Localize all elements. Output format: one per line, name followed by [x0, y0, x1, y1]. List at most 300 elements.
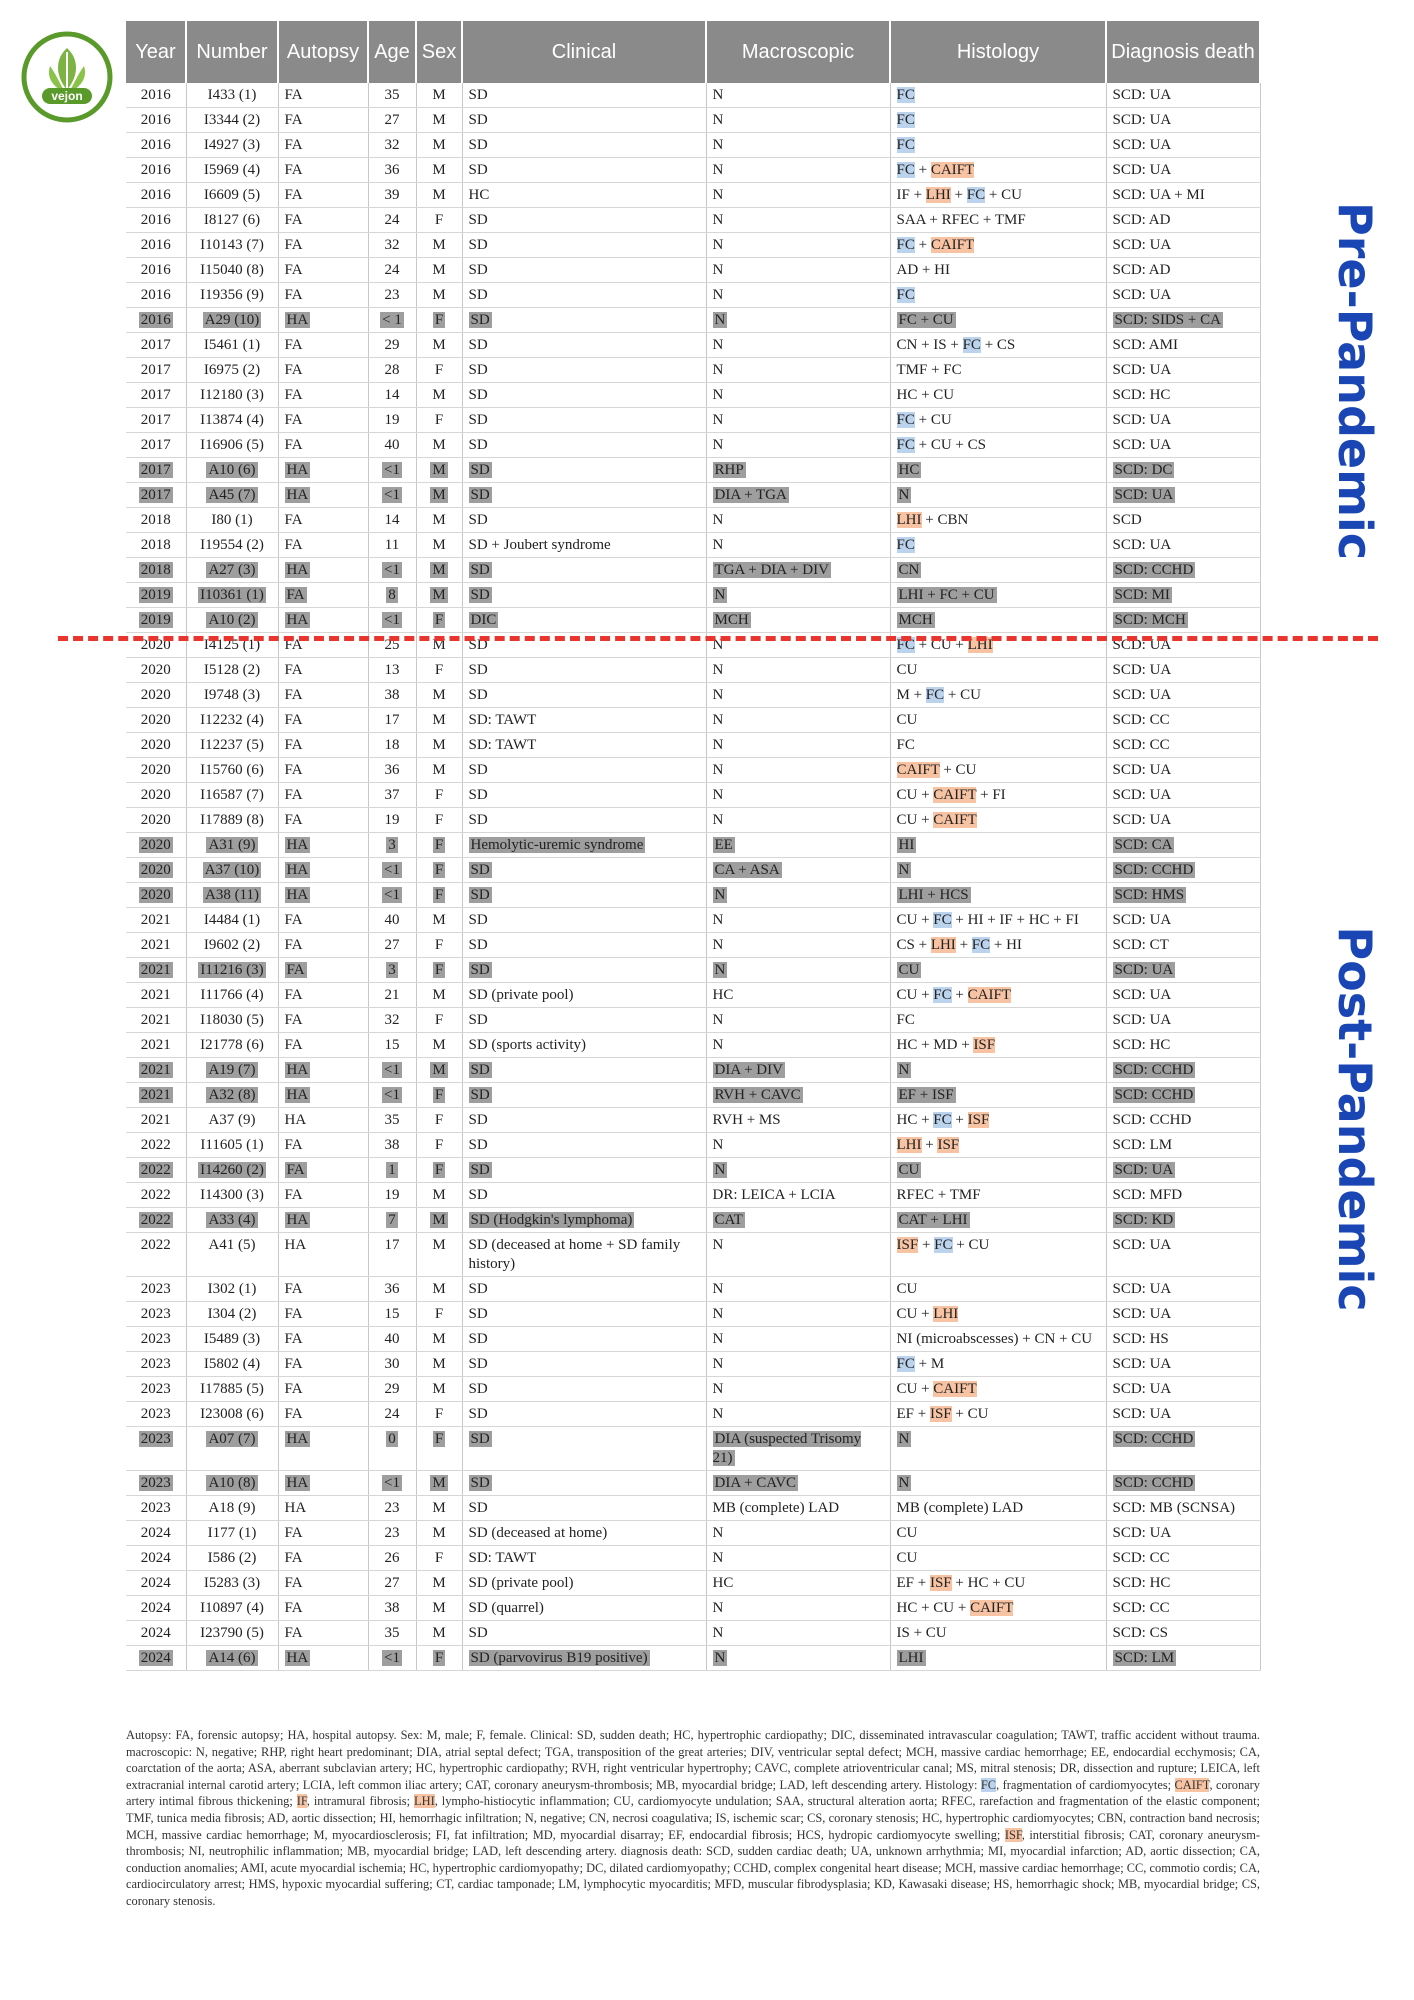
cell-sex: M: [416, 1377, 462, 1402]
cell-age: [368, 1471, 416, 1496]
cell-sex: [416, 833, 462, 858]
cell-autopsy: HA: [278, 1496, 368, 1521]
cell-sex: [416, 858, 462, 883]
blue-highlight: FC: [933, 1112, 952, 1128]
cell-histology: ISF + FC + CU: [890, 1233, 1106, 1277]
cell-sex: M: [416, 433, 462, 458]
cell-macroscopic: N: [706, 933, 890, 958]
cell-histology: EF + ISF + CU: [890, 1402, 1106, 1427]
cell-clinical: SD: [462, 333, 706, 358]
grey-highlight: HA: [286, 862, 309, 878]
cell-autopsy: FA: [278, 1277, 368, 1302]
orange-highlight: LHI: [896, 1137, 922, 1153]
cell-histology: M + FC + CU: [890, 683, 1106, 708]
pre-pandemic-label: Pre-Pandemic: [1328, 202, 1382, 561]
cell-age: 14: [368, 383, 416, 408]
cell-number: [186, 1208, 278, 1233]
table-row: [126, 158, 1260, 183]
cell-age: 36: [368, 158, 416, 183]
cell-year: [126, 558, 186, 583]
cell-histology: [890, 133, 1106, 158]
cell-autopsy: [278, 883, 368, 908]
cell-diagnosis: [1106, 483, 1260, 508]
cell-autopsy: [278, 1208, 368, 1233]
grey-highlight: N: [714, 312, 726, 328]
cell-sex: M: [416, 1033, 462, 1058]
cell-age: 40: [368, 1327, 416, 1352]
cell-autopsy: FA: [278, 933, 368, 958]
cell-number: I12232 (4): [186, 708, 278, 733]
cell-macroscopic: N: [706, 508, 890, 533]
grey-highlight: A07 (7): [208, 1431, 256, 1447]
cell-histology: [890, 533, 1106, 558]
cell-number: I16906 (5): [186, 433, 278, 458]
cell-number: A37 (9): [186, 1108, 278, 1133]
grey-highlight: SD: [470, 862, 490, 878]
cell-sex: M: [416, 333, 462, 358]
grey-highlight: FA: [286, 962, 305, 978]
cell-year: 2016: [126, 208, 186, 233]
table-row: [126, 758, 1260, 783]
table-header-row: [126, 21, 1260, 83]
cell-autopsy: FA: [278, 908, 368, 933]
table-row: [126, 1233, 1260, 1277]
cell-macroscopic: [706, 308, 890, 333]
cell-sex: M: [416, 1496, 462, 1521]
cell-clinical: [462, 1208, 706, 1233]
table-row: [126, 1521, 1260, 1546]
cell-diagnosis: SCD: CC: [1106, 733, 1260, 758]
orange-highlight: CAIFT: [970, 1600, 1014, 1616]
cell-histology: [890, 483, 1106, 508]
cell-age: 14: [368, 508, 416, 533]
blue-highlight: FC: [933, 987, 952, 1003]
cell-diagnosis: SCD: UA: [1106, 158, 1260, 183]
table-row: [126, 583, 1260, 608]
header-clinical: Clinical: [462, 21, 706, 83]
cell-macroscopic: N: [706, 1233, 890, 1277]
cell-autopsy: FA: [278, 358, 368, 383]
blue-highlight: FC: [896, 87, 915, 103]
cell-age: 21: [368, 983, 416, 1008]
cell-sex: M: [416, 1352, 462, 1377]
cell-clinical: [462, 1083, 706, 1108]
cell-histology: CU + LHI: [890, 1302, 1106, 1327]
caduceus-leaf-icon: [20, 30, 114, 124]
table-row: [126, 683, 1260, 708]
cell-diagnosis: SCD: UA: [1106, 633, 1260, 658]
blue-highlight: FC: [962, 337, 981, 353]
cell-diagnosis: SCD: UA: [1106, 808, 1260, 833]
cell-number: I17889 (8): [186, 808, 278, 833]
cell-sex: M: [416, 533, 462, 558]
header-age: Age: [368, 21, 416, 83]
cell-age: 19: [368, 808, 416, 833]
cell-diagnosis: [1106, 958, 1260, 983]
cell-macroscopic: N: [706, 808, 890, 833]
table-row: [126, 233, 1260, 258]
table-row: [126, 508, 1260, 533]
cell-autopsy: FA: [278, 683, 368, 708]
cell-year: 2020: [126, 733, 186, 758]
cell-number: I5489 (3): [186, 1327, 278, 1352]
cell-diagnosis: SCD: UA + MI: [1106, 183, 1260, 208]
cell-clinical: SD: TAWT: [462, 733, 706, 758]
grey-highlight: <1: [384, 487, 400, 503]
cell-diagnosis: SCD: CC: [1106, 1546, 1260, 1571]
cell-macroscopic: [706, 558, 890, 583]
grey-highlight: A45 (7): [208, 487, 256, 503]
grey-highlight: F: [434, 312, 444, 328]
cell-number: A41 (5): [186, 1233, 278, 1277]
cell-histology: [890, 1158, 1106, 1183]
table-row: [126, 1183, 1260, 1208]
cell-year: 2020: [126, 633, 186, 658]
grey-highlight: SD: [470, 1475, 490, 1491]
cell-sex: [416, 883, 462, 908]
cell-histology: TMF + FC: [890, 358, 1106, 383]
cell-year: 2021: [126, 1108, 186, 1133]
grey-highlight: N: [714, 1650, 726, 1666]
table-row: [126, 1427, 1260, 1471]
blue-highlight: FC: [896, 537, 915, 553]
cell-diagnosis: SCD: UA: [1106, 358, 1260, 383]
cell-number: [186, 958, 278, 983]
cell-macroscopic: N: [706, 1402, 890, 1427]
cell-clinical: SD: [462, 358, 706, 383]
cell-sex: M: [416, 183, 462, 208]
cell-clinical: SD (private pool): [462, 1571, 706, 1596]
grey-highlight: F: [434, 1431, 444, 1447]
cell-diagnosis: SCD: AMI: [1106, 333, 1260, 358]
cell-year: 2023: [126, 1377, 186, 1402]
grey-highlight: HC: [898, 462, 920, 478]
grey-highlight: N: [714, 887, 726, 903]
cell-diagnosis: SCD: HC: [1106, 383, 1260, 408]
cell-age: 29: [368, 1377, 416, 1402]
cell-number: I21778 (6): [186, 1033, 278, 1058]
cell-macroscopic: N: [706, 333, 890, 358]
cell-diagnosis: SCD: UA: [1106, 683, 1260, 708]
cell-age: 38: [368, 1133, 416, 1158]
cell-number: [186, 1646, 278, 1671]
grey-highlight: HA: [286, 837, 309, 853]
cell-sex: [416, 1427, 462, 1471]
orange-highlight: CAIFT: [930, 237, 975, 253]
grey-highlight: RVH + CAVC: [714, 1087, 801, 1103]
cell-histology: CAIFT + CU: [890, 758, 1106, 783]
cell-age: [368, 483, 416, 508]
table-row: [126, 1402, 1260, 1427]
cell-macroscopic: N: [706, 1521, 890, 1546]
grey-highlight: A31 (9): [208, 837, 256, 853]
cell-autopsy: [278, 858, 368, 883]
grey-highlight: A27 (3): [208, 562, 256, 578]
cell-number: [186, 558, 278, 583]
grey-highlight: A29 (10): [204, 312, 260, 328]
cell-diagnosis: [1106, 1646, 1260, 1671]
orange-highlight: IF: [296, 1794, 307, 1809]
table-row: [126, 283, 1260, 308]
table-row: [126, 433, 1260, 458]
cell-diagnosis: SCD: UA: [1106, 1008, 1260, 1033]
cell-histology: [890, 858, 1106, 883]
cell-number: I8127 (6): [186, 208, 278, 233]
cell-macroscopic: N: [706, 408, 890, 433]
cell-age: 40: [368, 908, 416, 933]
cell-macroscopic: N: [706, 1302, 890, 1327]
cell-sex: [416, 458, 462, 483]
cell-sex: [416, 1158, 462, 1183]
cell-year: 2016: [126, 108, 186, 133]
cell-age: [368, 958, 416, 983]
cell-histology: CS + LHI + FC + HI: [890, 933, 1106, 958]
cell-year: 2023: [126, 1402, 186, 1427]
cell-year: 2023: [126, 1496, 186, 1521]
table-row: [126, 658, 1260, 683]
cell-autopsy: FA: [278, 83, 368, 108]
table-row: [126, 308, 1260, 333]
grey-highlight: A10 (2): [208, 612, 256, 628]
cell-histology: FC + CU: [890, 408, 1106, 433]
cell-sex: M: [416, 633, 462, 658]
cell-autopsy: FA: [278, 283, 368, 308]
cell-number: [186, 608, 278, 633]
grey-highlight: N: [898, 1475, 910, 1491]
grey-highlight: A32 (8): [208, 1087, 256, 1103]
cell-number: I11766 (4): [186, 983, 278, 1008]
cell-macroscopic: N: [706, 208, 890, 233]
cell-autopsy: FA: [278, 1621, 368, 1646]
cell-autopsy: FA: [278, 1571, 368, 1596]
grey-highlight: FA: [286, 587, 305, 603]
cell-clinical: SD: [462, 1277, 706, 1302]
cell-autopsy: FA: [278, 733, 368, 758]
cell-year: 2016: [126, 183, 186, 208]
cell-clinical: SD: [462, 1183, 706, 1208]
cell-year: 2024: [126, 1571, 186, 1596]
cell-diagnosis: [1106, 1427, 1260, 1471]
cell-macroscopic: N: [706, 258, 890, 283]
grey-highlight: 2019: [140, 612, 171, 628]
grey-highlight: DIA + DIV: [714, 1062, 783, 1078]
cell-autopsy: FA: [278, 208, 368, 233]
cell-macroscopic: N: [706, 1033, 890, 1058]
cell-age: 27: [368, 1571, 416, 1596]
cell-age: 32: [368, 133, 416, 158]
cell-diagnosis: SCD: AD: [1106, 208, 1260, 233]
table-row: [126, 558, 1260, 583]
grey-highlight: I11216 (3): [200, 962, 264, 978]
cell-sex: M: [416, 1596, 462, 1621]
cell-age: [368, 583, 416, 608]
cell-age: 18: [368, 733, 416, 758]
header-autopsy: Autopsy: [278, 21, 368, 83]
cell-clinical: SD: [462, 508, 706, 533]
cell-macroscopic: [706, 858, 890, 883]
table-row: [126, 1571, 1260, 1596]
cell-autopsy: [278, 1083, 368, 1108]
cell-number: I16587 (7): [186, 783, 278, 808]
cell-age: [368, 1083, 416, 1108]
cell-macroscopic: HC: [706, 1571, 890, 1596]
cell-diagnosis: SCD: HC: [1106, 1571, 1260, 1596]
grey-highlight: HI: [898, 837, 915, 853]
table-row: [126, 1496, 1260, 1521]
cell-year: 2024: [126, 1521, 186, 1546]
blue-highlight: FC: [896, 1356, 915, 1372]
cell-autopsy: FA: [278, 1133, 368, 1158]
cell-clinical: SD: [462, 433, 706, 458]
cell-year: 2016: [126, 158, 186, 183]
grey-highlight: SCD: UA: [1114, 487, 1174, 503]
cell-histology: RFEC + TMF: [890, 1183, 1106, 1208]
cell-age: 36: [368, 1277, 416, 1302]
table-row: [126, 258, 1260, 283]
cell-diagnosis: SCD: UA: [1106, 408, 1260, 433]
cell-clinical: SD + Joubert syndrome: [462, 533, 706, 558]
orange-highlight: LHI: [967, 637, 993, 653]
grey-highlight: SCD: CCHD: [1114, 862, 1194, 878]
cell-year: 2017: [126, 383, 186, 408]
orange-highlight: ISF: [896, 1237, 919, 1253]
cell-clinical: SD: [462, 1352, 706, 1377]
cell-diagnosis: SCD: UA: [1106, 283, 1260, 308]
cell-year: 2017: [126, 358, 186, 383]
cell-sex: M: [416, 1277, 462, 1302]
cell-macroscopic: N: [706, 433, 890, 458]
cell-number: I18030 (5): [186, 1008, 278, 1033]
cell-number: I5461 (1): [186, 333, 278, 358]
cell-macroscopic: [706, 608, 890, 633]
cell-clinical: SD: [462, 683, 706, 708]
grey-highlight: CU: [898, 962, 920, 978]
cell-clinical: SD (deceased at home + SD family history): [462, 1233, 706, 1277]
cell-histology: CU: [890, 658, 1106, 683]
cell-macroscopic: [706, 583, 890, 608]
grey-highlight: N: [898, 487, 910, 503]
cell-year: [126, 608, 186, 633]
cell-histology: HC + CU: [890, 383, 1106, 408]
cell-number: [186, 883, 278, 908]
cell-year: [126, 1646, 186, 1671]
cell-age: 32: [368, 233, 416, 258]
cell-autopsy: FA: [278, 1377, 368, 1402]
cell-histology: IF + LHI + FC + CU: [890, 183, 1106, 208]
cell-diagnosis: SCD: HS: [1106, 1327, 1260, 1352]
cell-number: I9748 (3): [186, 683, 278, 708]
cell-autopsy: FA: [278, 133, 368, 158]
cell-year: 2022: [126, 1183, 186, 1208]
cell-diagnosis: SCD: UA: [1106, 83, 1260, 108]
cell-histology: [890, 283, 1106, 308]
cell-autopsy: FA: [278, 633, 368, 658]
cell-clinical: SD: [462, 1008, 706, 1033]
cell-age: 17: [368, 708, 416, 733]
cell-age: 15: [368, 1033, 416, 1058]
cell-sex: M: [416, 683, 462, 708]
cell-number: I10143 (7): [186, 233, 278, 258]
cell-diagnosis: SCD: UA: [1106, 108, 1260, 133]
cell-age: [368, 833, 416, 858]
cell-age: 15: [368, 1302, 416, 1327]
cell-age: 24: [368, 258, 416, 283]
cell-histology: CU: [890, 1546, 1106, 1571]
grey-highlight: HA: [286, 562, 309, 578]
grey-highlight: M: [432, 1062, 446, 1078]
cell-sex: [416, 308, 462, 333]
cell-sex: M: [416, 283, 462, 308]
cell-clinical: HC: [462, 183, 706, 208]
cell-macroscopic: N: [706, 183, 890, 208]
grey-highlight: M: [432, 1212, 446, 1228]
cell-sex: F: [416, 783, 462, 808]
cell-histology: [890, 833, 1106, 858]
cell-sex: F: [416, 1008, 462, 1033]
blue-highlight: FC: [896, 162, 915, 178]
cell-histology: LHI + ISF: [890, 1133, 1106, 1158]
cell-diagnosis: SCD: CCHD: [1106, 1108, 1260, 1133]
grey-highlight: 2022: [140, 1162, 171, 1178]
cell-macroscopic: [706, 1427, 890, 1471]
cell-year: 2020: [126, 808, 186, 833]
cell-number: I19554 (2): [186, 533, 278, 558]
table-row: [126, 533, 1260, 558]
cell-sex: M: [416, 258, 462, 283]
orange-highlight: CAIFT: [930, 162, 975, 178]
grey-highlight: HA: [286, 887, 309, 903]
cell-clinical: SD: [462, 1302, 706, 1327]
cell-year: 2021: [126, 983, 186, 1008]
blue-highlight: FC: [896, 637, 915, 653]
cell-macroscopic: N: [706, 1621, 890, 1646]
cell-autopsy: HA: [278, 1108, 368, 1133]
cell-year: [126, 308, 186, 333]
grey-highlight: 2021: [140, 1062, 171, 1078]
cell-age: 23: [368, 1521, 416, 1546]
cell-number: [186, 858, 278, 883]
cell-year: [126, 583, 186, 608]
table-row: [126, 333, 1260, 358]
cell-number: I433 (1): [186, 83, 278, 108]
cell-year: [126, 483, 186, 508]
grey-highlight: RHP: [714, 462, 744, 478]
cell-clinical: SD: [462, 933, 706, 958]
cell-sex: M: [416, 133, 462, 158]
table-row: [126, 183, 1260, 208]
table-row: [126, 1621, 1260, 1646]
grey-highlight: SCD: DC: [1114, 462, 1173, 478]
grey-highlight: HA: [286, 312, 309, 328]
grey-highlight: SD (parvovirus B19 positive): [470, 1650, 648, 1666]
orange-highlight: LHI: [930, 937, 956, 953]
table-row: [126, 458, 1260, 483]
cell-histology: [890, 583, 1106, 608]
cell-histology: [890, 1427, 1106, 1471]
grey-highlight: <1: [384, 462, 400, 478]
grey-highlight: A14 (6): [208, 1650, 256, 1666]
cell-number: [186, 483, 278, 508]
cell-autopsy: FA: [278, 383, 368, 408]
cell-histology: LHI + CBN: [890, 508, 1106, 533]
cell-clinical: SD: [462, 1133, 706, 1158]
cell-macroscopic: [706, 1083, 890, 1108]
cell-sex: M: [416, 1233, 462, 1277]
cell-year: 2024: [126, 1546, 186, 1571]
cell-age: 38: [368, 1596, 416, 1621]
cell-year: 2024: [126, 1621, 186, 1646]
cell-age: 13: [368, 658, 416, 683]
